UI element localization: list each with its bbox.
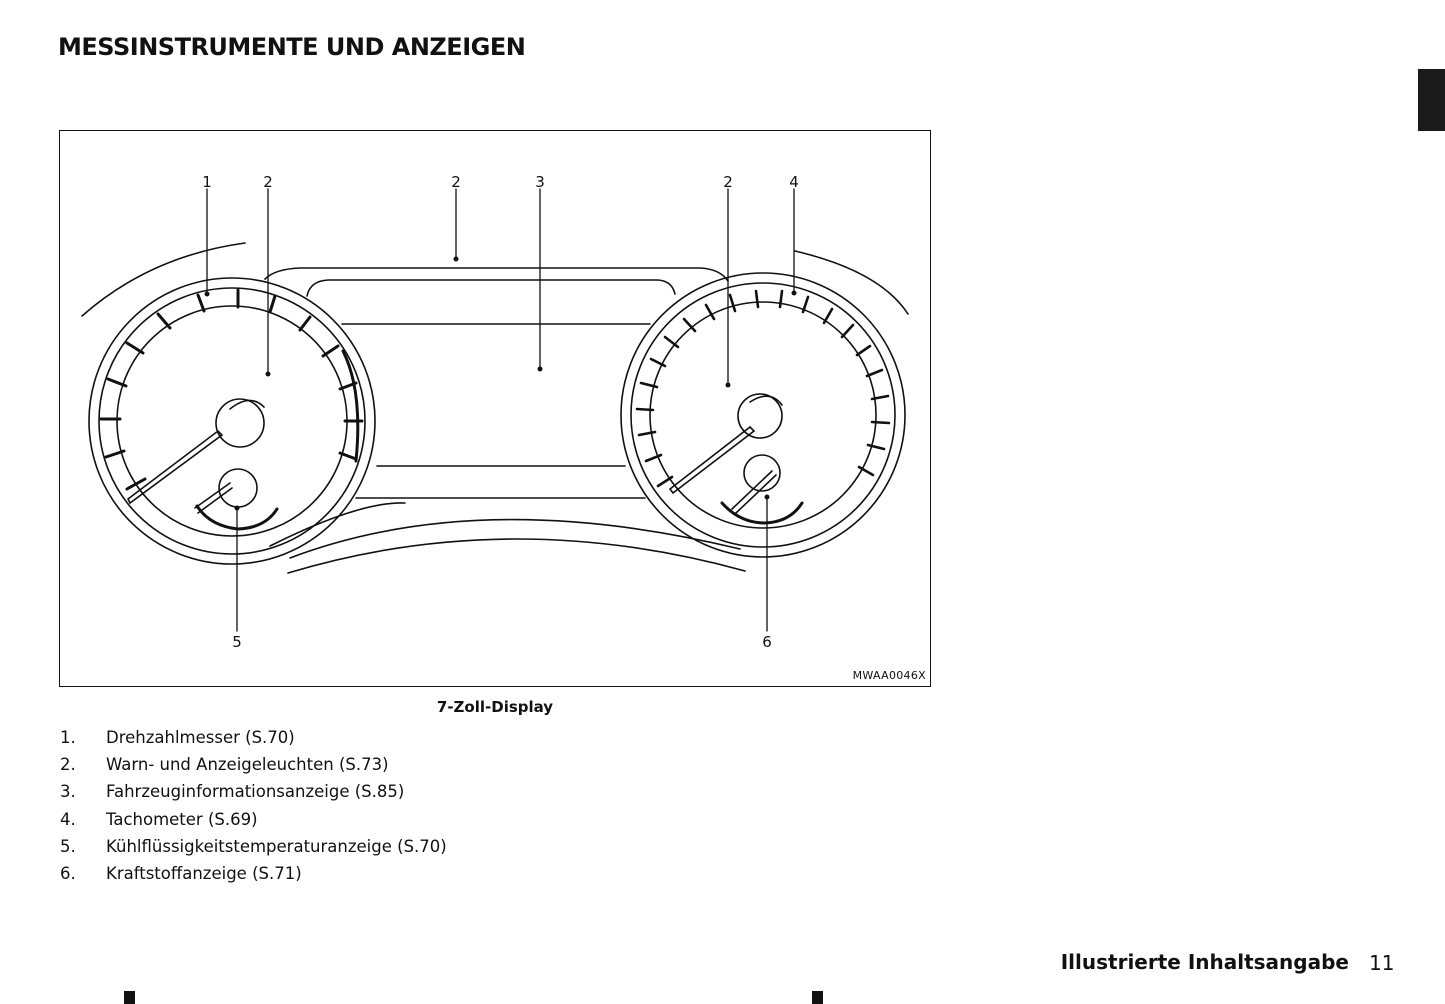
chapter-tab-marker xyxy=(1418,69,1445,131)
legend-text: Tachometer (S.69) xyxy=(106,809,258,829)
dash-hood-left xyxy=(82,243,245,316)
instrument-cluster-illustration xyxy=(60,131,932,688)
footer-section-title: Illustrierte Inhaltsangabe xyxy=(1060,950,1349,974)
legend-text: Warn- und Anzeigeleuchten (S.73) xyxy=(106,755,389,775)
callout-label: 1 xyxy=(202,173,212,191)
legend-number: 5. xyxy=(60,836,76,856)
dash-lower-3 xyxy=(270,503,405,546)
legend-item xyxy=(60,810,447,837)
legend-text: Kraftstoffanzeige (S.71) xyxy=(106,863,302,883)
legend-item xyxy=(60,728,447,755)
instrument-cluster-figure xyxy=(59,130,931,687)
legend-text: Fahrzeuginformationsanzeige (S.85) xyxy=(106,782,405,802)
callout-label: 6 xyxy=(762,633,772,651)
dash-lower-2 xyxy=(288,539,745,573)
legend-item xyxy=(60,837,447,864)
legend-list xyxy=(60,728,447,891)
callout-label: 2 xyxy=(451,173,461,191)
callout-label: 2 xyxy=(723,173,733,191)
page-number: 11 xyxy=(1369,951,1395,975)
callout-label: 2 xyxy=(263,173,273,191)
legend-item xyxy=(60,755,447,782)
legend-item xyxy=(60,782,447,809)
tachometer-gauge xyxy=(89,278,375,564)
legend-number: 1. xyxy=(60,728,76,747)
crop-mark xyxy=(812,991,823,1004)
display-frame xyxy=(307,280,675,296)
legend-number: 6. xyxy=(60,863,76,883)
callout-label: 5 xyxy=(232,633,242,651)
legend-text: Drehzahlmesser (S.70) xyxy=(106,728,295,747)
crop-mark xyxy=(124,991,135,1004)
callout-label: 4 xyxy=(789,173,799,191)
legend-item xyxy=(60,864,447,891)
legend-number: 2. xyxy=(60,755,76,775)
page-title: MESSINSTRUMENTE UND ANZEIGEN xyxy=(58,33,526,61)
legend-text: Kühlflüssigkeitstemperaturanzeige (S.70) xyxy=(106,836,447,856)
legend-number: 4. xyxy=(60,809,76,829)
figure-code: MWAA0046X xyxy=(852,669,926,682)
speedometer-gauge xyxy=(621,273,905,557)
figure-caption: 7-Zoll-Display xyxy=(436,698,554,716)
legend-number: 3. xyxy=(60,782,76,802)
display-housing xyxy=(265,268,728,281)
callout-label: 3 xyxy=(535,173,545,191)
